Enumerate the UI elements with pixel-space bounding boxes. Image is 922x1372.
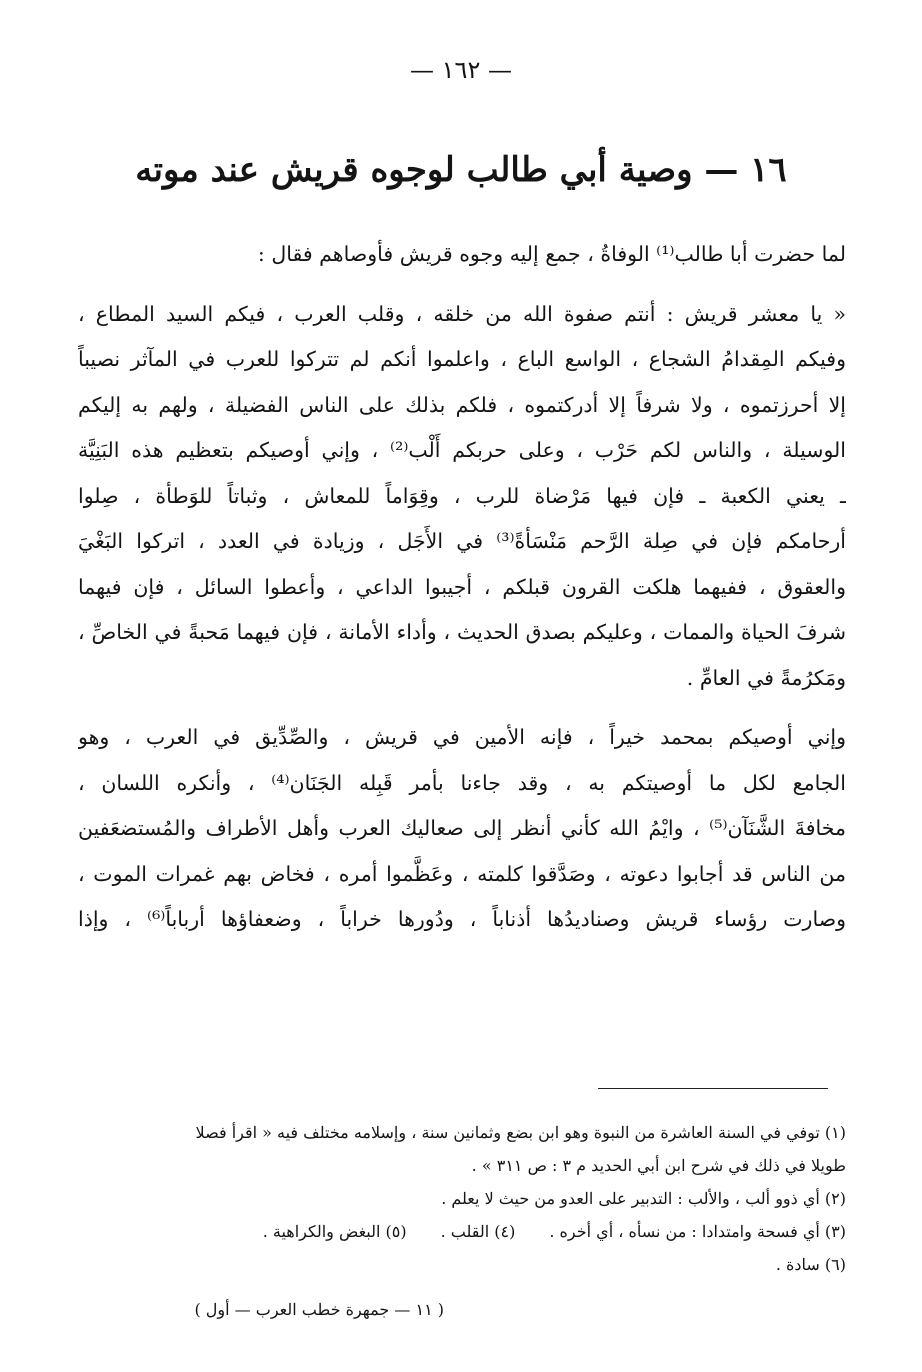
text-line: وفيكم المِقدامُ الشجاع ، الواسع الباع ، واعلموا أنكم لم تتركوا للعرب في المآثر نصيباً xyxy=(78,347,846,371)
page-number: — ١٦٢ — xyxy=(410,56,512,84)
footnote-row-3-5 xyxy=(76,1215,846,1248)
footnotes xyxy=(76,1116,846,1281)
footnote-3: (٣) أي فسحة وامتدادا : من نسأه ، أي أخره . xyxy=(549,1222,846,1241)
paragraph-muhammad xyxy=(78,715,846,943)
footnote-5: (٥) البغض والكراهية . xyxy=(262,1222,407,1241)
paragraph-intro xyxy=(78,232,846,278)
text-line: لما حضرت أبا طالب⁽¹⁾ الوفاةُ ، جمع إليه وجوه قريش فأوصاهم فقال : xyxy=(257,242,846,266)
paragraph-speech xyxy=(78,292,846,702)
text-line: من الناس قد أجابوا دعوته ، وصَدَّقوا كلمته ، وعَظَّموا أمره ، فخاض بهم غمرات الموت ، xyxy=(78,861,846,886)
text-line: وصارت رؤساء قريش وصناديدُها أذناباً ، ودُورها خراباً ، وضعفاؤها أرباباً⁽⁶⁾ ، وإذا xyxy=(78,907,846,931)
text-line: ومَكرُمةً في العامِّ . xyxy=(686,665,846,690)
text-line: « يا معشر قريش : أنتم صفوة الله من خلقه ، وقلب العرب ، فيكم السيد المطاع ، xyxy=(78,301,846,326)
text-line: مخافةَ الشَّنَآن⁽⁵⁾ ، وايْمُ الله كأني أنظر إلى صعاليك العرب وأهل الأطراف والمُستضعَفين xyxy=(78,816,846,840)
body-text xyxy=(78,232,846,943)
text-line: الجامع لكل ما أوصيتكم به ، وقد جاءنا بأمر قَبِله الجَنَان⁽⁴⁾ ، وأنكره اللسان ، xyxy=(78,770,846,795)
text-line: أرحامكم فإن في صِلة الرَّحم مَنْسَأةً⁽³⁾ في الأَجَل ، وزيادة في العدد ، اتركوا البَغْيَ xyxy=(78,529,846,553)
text-line: شرفَ الحياة والممات ، وعليكم بصدق الحديث ، وأداء الأمانة ، فإن فيهما مَحبةً في الخاصِّ ، xyxy=(78,620,846,644)
signature-footer: ( ١١ — جمهرة خطب العرب — أول ) xyxy=(194,1300,444,1319)
section-title: ١٦ — وصية أبي طالب لوجوه قريش عند موته xyxy=(135,150,787,190)
text-line: إلا أحرزتموه ، ولا شرفاً إلا أدركتموه ، فلكم بذلك على الناس الفضيلة ، ولهم به إليكم xyxy=(78,392,846,417)
footnote-1-line-2: طويلا في ذلك في شرح ابن أبي الحديد م ٣ : ص ٣١١ » . xyxy=(471,1156,846,1175)
text-line: وإني أوصيكم بمحمد خيراً ، فإنه الأمين في قريش ، والصِّدِّيق في العرب ، وهو xyxy=(78,725,846,749)
footnote-divider xyxy=(598,1088,828,1089)
footnote-4: (٤) القلب . xyxy=(440,1222,516,1241)
footnote-1-line-1: (١) توفي في السنة العاشرة من النبوة وهو ابن بضع وثمانين سنة ، وإسلامه مختلف فيه « اقرأ فصلا xyxy=(195,1123,846,1142)
text-line: ـ يعني الكعبة ـ فإن فيها مَرْضاة للرب ، وقِوَاماً للمعاش ، وثباتاً للوَطأة ، صِلوا xyxy=(78,483,846,508)
footnote-6: (٦) سادة . xyxy=(775,1255,846,1274)
footnote-2: (٢) أي ذوو ألب ، والألب : التدبير على العدو من حيث لا يعلم . xyxy=(441,1189,846,1208)
text-line: والعقوق ، ففيهما هلكت القرون قبلكم ، أجيبوا الداعي ، وأعطوا السائل ، فإن فيهما xyxy=(78,574,846,599)
text-line: الوسيلة ، والناس لكم حَرْب ، وعلى حربكم أَلْب⁽²⁾ ، وإني أوصيكم بتعظيم هذه البَنِيَّة xyxy=(78,438,846,462)
